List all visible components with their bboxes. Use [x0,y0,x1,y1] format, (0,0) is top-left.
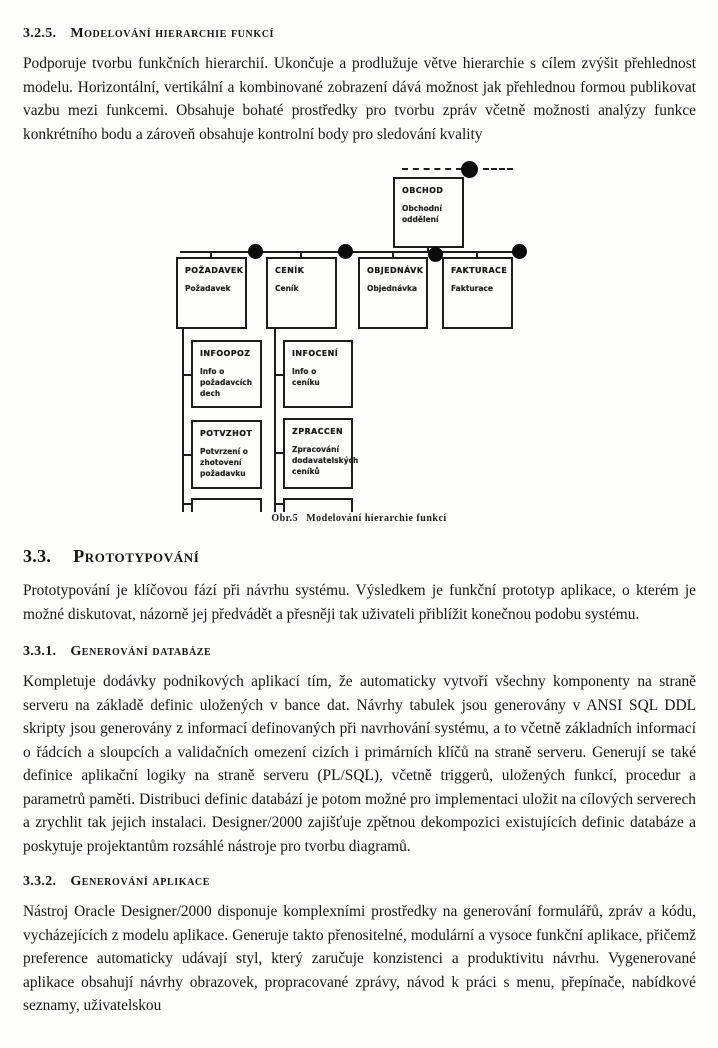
node-label: Info o požadavcích dech [200,367,253,398]
node-code: OBJEDNÁVK [367,266,424,275]
node-code: POŽADAVEK [185,266,244,275]
section-heading-3-3 [23,546,696,567]
diagram-node-zpraccen [283,418,359,489]
node-label: Obchodní oddělení [402,204,442,224]
branch-line-pozadavek [182,328,184,512]
node-code: CENÍK [275,266,305,275]
diagram-node-infoopoz [191,340,262,408]
node-code: FAKTURACE [451,266,508,275]
figure-caption-number: Obr.5 [271,513,299,524]
diagram-node-pozadavek [176,257,247,329]
node-code: INFOCENÍ [292,349,339,358]
section-number: 3.3. [23,546,52,566]
node-label: Fakturace [451,284,493,293]
paragraph-3-3-2: Nástroj Oracle Designer/2000 disponuje komplexními prostředky na generování formulářů, zpráv a kódu, vycházejících z modelu aplikace. Generuje takto přenositelné, modulární a vysoce funkční aplikace, přičemž preference automaticky udávají styl, který zaručuje konzistenci a produktivitu návrhu. Vygenerované aplikace obsahují návrhy obrazovek, propracované zprávy, návod k práci s menu, přepínače, nabídkové seznamy, uživatelskou [23,903,696,1014]
junction-dot-2 [338,244,353,259]
node-label: Info o ceníku [292,367,320,387]
node-label: Objednávka [367,284,418,293]
node-label: Ceník [275,284,299,293]
section-heading-3-2-5 [23,26,696,42]
node-code: INFOOPOZ [200,349,251,358]
junction-dot-top [461,161,478,178]
figure-caption-text: Modelování hierarchie funkcí [306,513,447,524]
diagram-node-objednavk [358,257,428,329]
figure-function-hierarchy [0,160,718,532]
section-title: Generování aplikace [70,874,211,889]
junction-dot-3 [428,247,443,262]
paragraph-3-3-1: Kompletuje dodávky podnikových aplikací tím, že automaticky vytvoří všechny komponenty na straně serveru na základě definic uložených v bance dat. Návrhy tabulek jsou generovány v ANSI SQL DDL skripty jsou generovány z informací definovaných při navrhování systému, a to včetně základních informací o řádcích a sloupcích a validačních omezení cizích i primárních klíčů na straně serveru. Generují se také definice aplikační logiky na straně serveru (PL/SQL), včetně triggerů, uložených funkcí, procedur a parametrů paměti. Distribuci definic databází je potom možné pro implementaci uložit na cílových serverech a zrychlit tak jejich instalaci. Designer/2000 zajišťuje zpětnou dekompozici existujících definic databáze a poskytuje projektantům rozsáhlé nástroje pro tvorbu diagramů. [23,673,696,855]
section-title: Generování databáze [70,644,212,659]
section-number: 3.3.1. [23,644,57,659]
node-code: OBCHOD [402,186,444,195]
paragraph-3-3: Prototypování je klíčovou fází při návrhu systému. Výsledkem je funkční prototyp aplikace, o kterém je možné diskutovat, názorně jej předvádět a přesněji tak uživateli přiblížit konečnou podobu systému. [23,582,696,623]
section-number: 3.3.2. [23,874,57,889]
section-title: Modelování hierarchie funkcí [70,26,275,41]
diagram-node-fakturace [442,257,513,329]
node-label: Potvrzení o zhotovení požadavku [200,447,248,478]
junction-dot-4 [512,244,527,259]
diagram-node-cropped-2 [283,498,353,512]
diagram-node-cropped-1 [191,498,262,512]
figure-caption [0,513,718,524]
diagram-node-cenik [266,257,337,329]
section-heading-3-3-1 [23,644,696,660]
branch-line-cenik [274,328,276,512]
section-title: Prototypování [73,546,200,566]
section-number: 3.2.5. [23,26,57,41]
node-label: Požadavek [185,284,231,293]
diagram-node-infoceni [283,340,353,408]
dashed-connector-left [402,168,462,170]
dashed-connector-right [483,168,513,170]
junction-dot-1 [248,244,263,259]
node-code: ZPRACCEN [292,427,344,436]
diagram-node-potvzhot [191,420,262,489]
node-label: Zpracování dodavatelských ceníků [292,445,359,476]
node-code: POTVZHOT [200,429,253,438]
section-heading-3-3-2 [23,874,696,890]
paragraph-3-2-5: Podporuje tvorbu funkčních hierarchií. Ukončuje a prodlužuje větve hierarchie s cílem zvýšit přehlednost modelu. Horizontální, vertikální a kombinované zobrazení dává možnost jak přehlednou formou publikovat vazbu mezi funkcemi. Obsahuje bohaté prostředky pro tvorbu zpráv včetně možnosti analýzy funkce konkrétního bodu a zároveň obsahuje kontrolní body pro sledování kvality [23,55,696,143]
diagram-node-obchod [393,177,464,248]
